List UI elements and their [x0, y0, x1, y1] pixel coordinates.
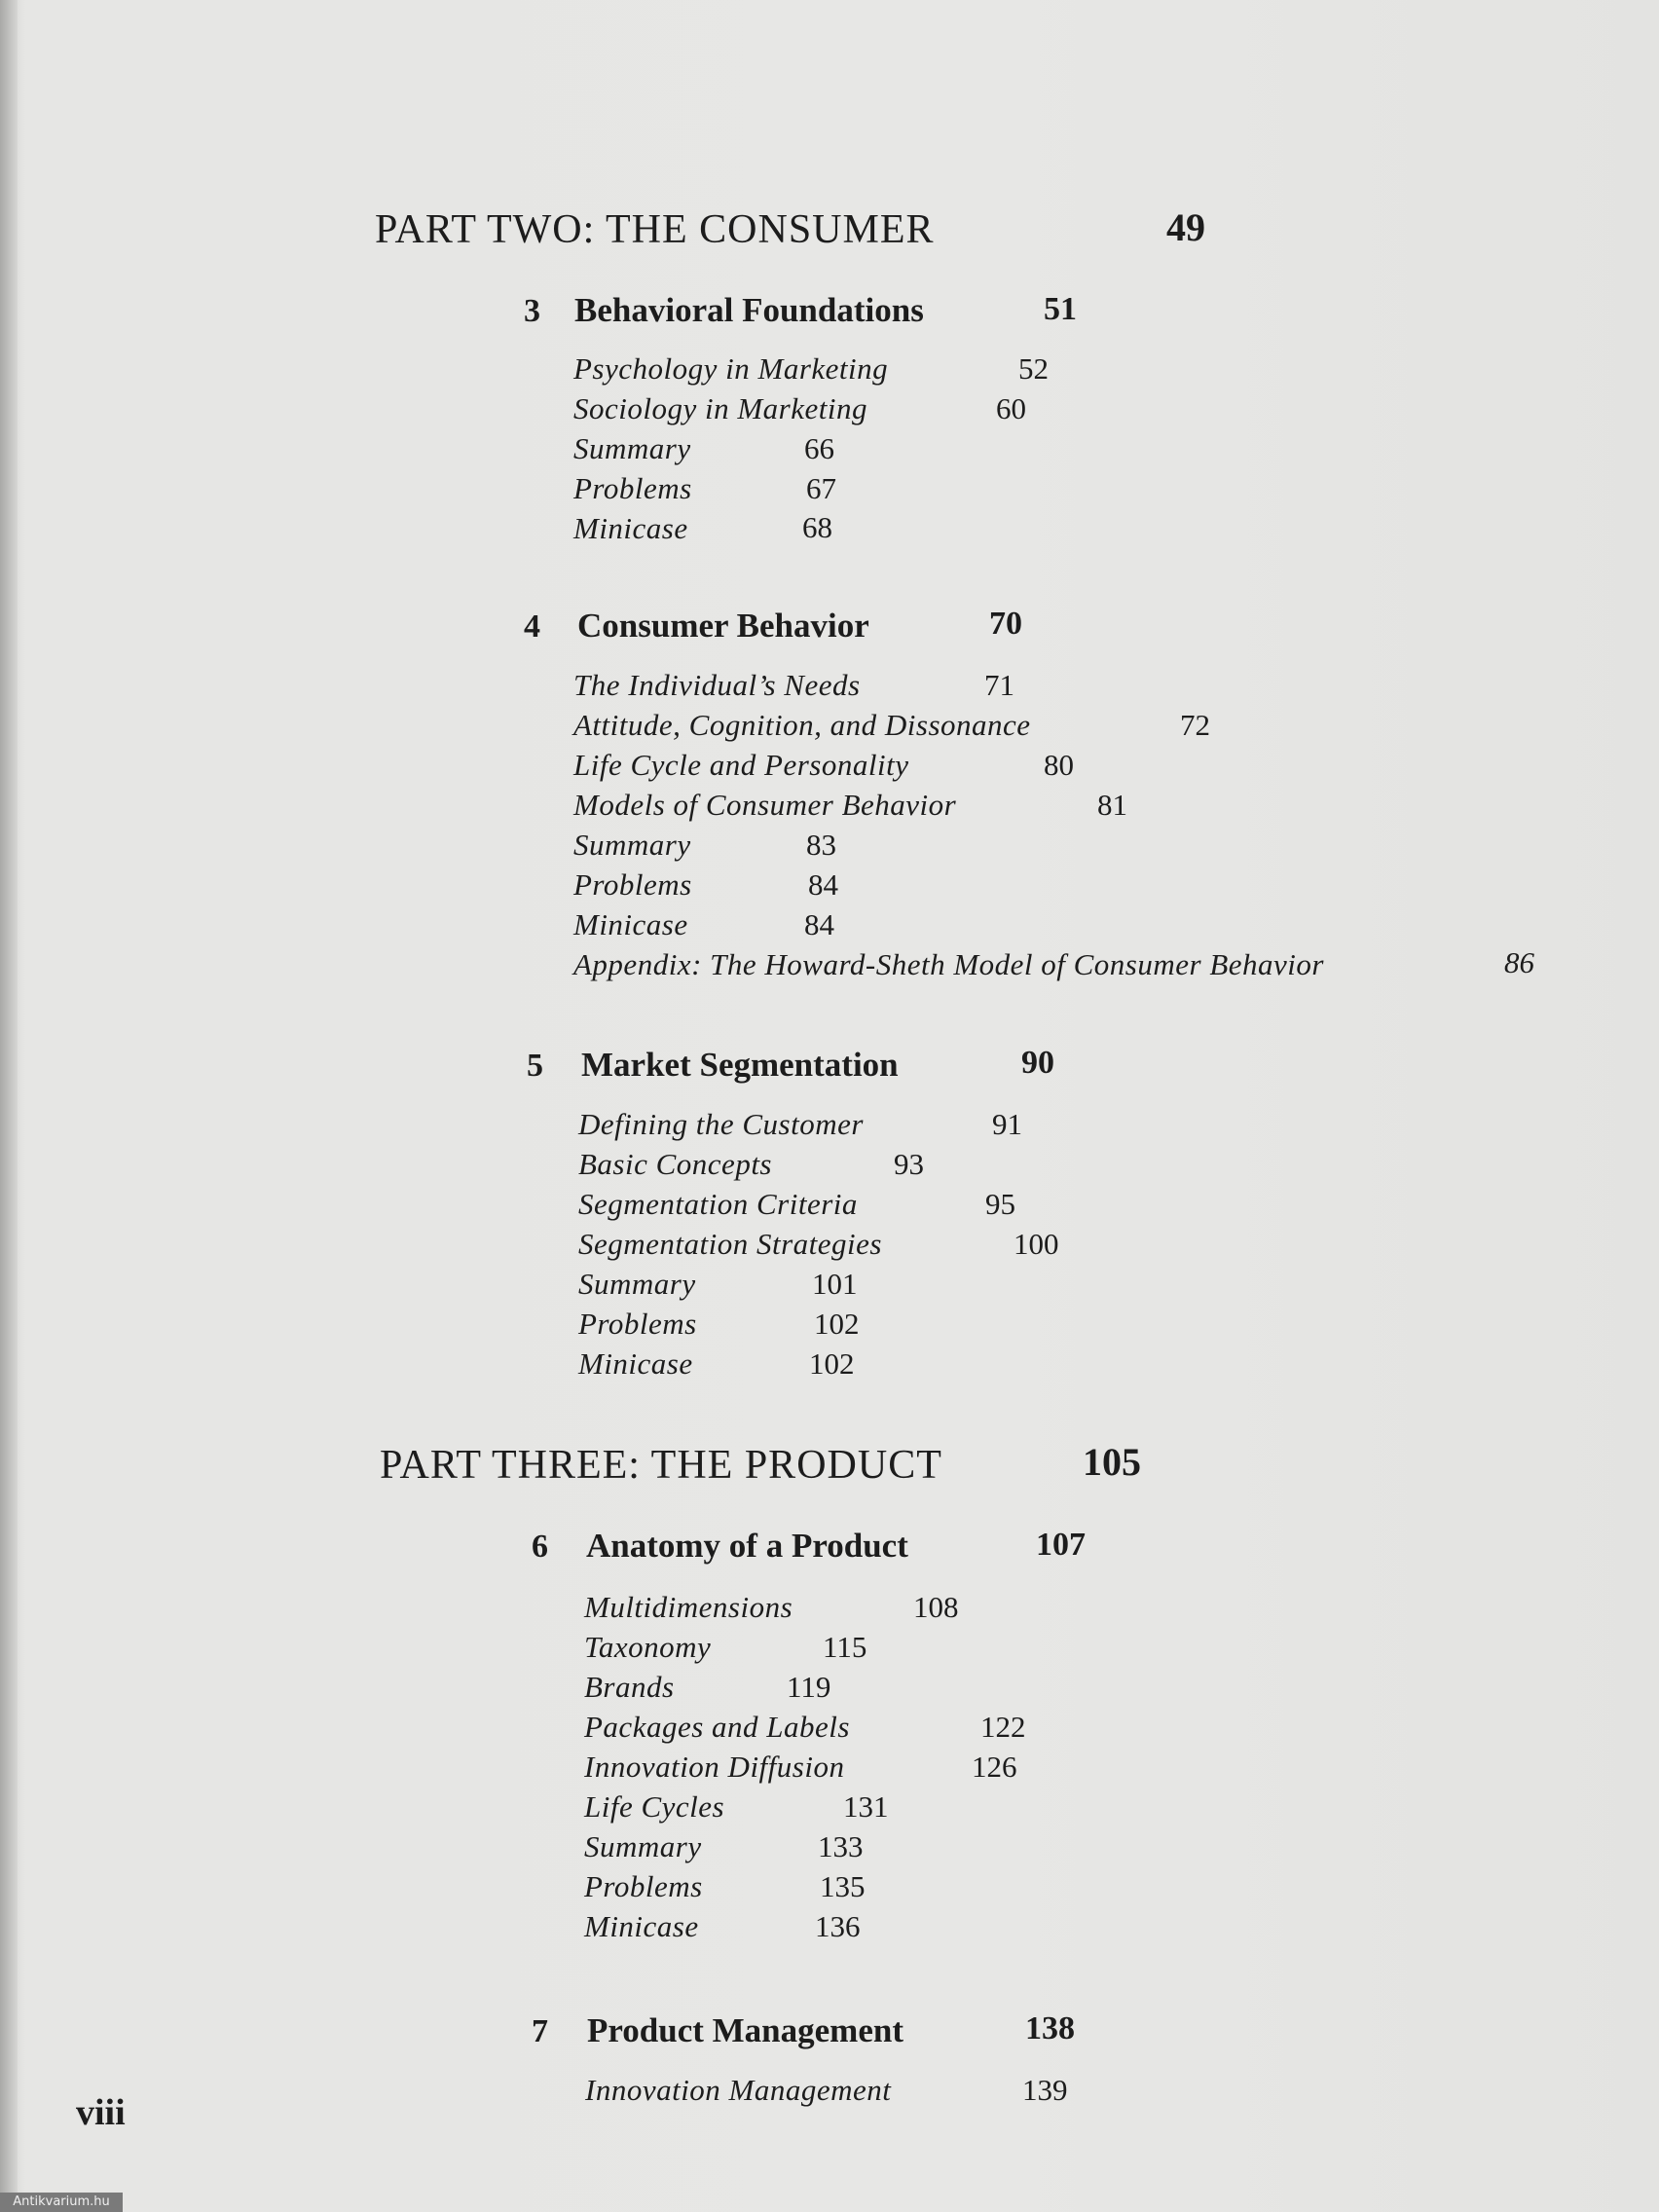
toc-item-page: 66	[804, 431, 834, 465]
toc-item-page: 119	[787, 1670, 831, 1704]
toc-item-page: 60	[996, 391, 1026, 425]
toc-item-page: 91	[992, 1107, 1022, 1141]
chapter-number: 4	[524, 608, 540, 645]
toc-item: Multidimensions	[584, 1590, 793, 1624]
toc-item: Basic Concepts	[578, 1147, 772, 1181]
toc-item: Summary	[573, 828, 691, 862]
toc-item-page: 102	[809, 1346, 855, 1381]
toc-item: Minicase	[573, 907, 688, 941]
toc-item-page: 52	[1018, 351, 1049, 386]
toc-item: Brands	[584, 1670, 675, 1704]
chapter-number: 6	[532, 1529, 548, 1565]
toc-item: Innovation Diffusion	[584, 1750, 845, 1784]
toc-item: Life Cycle and Personality	[573, 748, 909, 782]
toc-item-page: 81	[1097, 788, 1127, 822]
toc-item: Defining the Customer	[578, 1107, 864, 1141]
toc-item-page: 71	[984, 668, 1014, 702]
chapter-title: Product Management	[587, 2011, 903, 2049]
chapter-title: Consumer Behavior	[577, 607, 869, 645]
part-page-number: 105	[1083, 1440, 1141, 1484]
toc-item: Attitude, Cognition, and Dissonance	[573, 708, 1031, 742]
chapter-page-number: 70	[989, 606, 1022, 642]
chapter-title: Market Segmentation	[581, 1046, 899, 1084]
toc-item-page: 83	[806, 828, 836, 862]
chapter-title: Anatomy of a Product	[586, 1527, 908, 1565]
part-title: PART TWO: THE CONSUMER	[375, 207, 935, 252]
chapter-number: 7	[532, 2013, 548, 2049]
toc-item: Summary	[584, 1829, 702, 1863]
toc-item: Problems	[584, 1869, 703, 1903]
toc-item: Problems	[573, 471, 692, 505]
toc-item-page: 131	[843, 1789, 889, 1824]
watermark-label: Antikvarium.hu	[0, 2193, 123, 2212]
toc-item: Segmentation Strategies	[578, 1227, 882, 1261]
part-page-number: 49	[1166, 205, 1205, 249]
toc-item: Minicase	[584, 1909, 699, 1943]
toc-item-page: 102	[814, 1307, 860, 1341]
toc-item: Life Cycles	[584, 1789, 725, 1824]
toc-item-page: 136	[815, 1909, 861, 1943]
toc-item-page: 126	[972, 1750, 1017, 1784]
toc-item: Segmentation Criteria	[578, 1187, 858, 1221]
toc-item: Minicase	[578, 1346, 693, 1381]
chapter-number: 3	[524, 293, 540, 329]
toc-item: Models of Consumer Behavior	[573, 788, 957, 822]
toc-item-page: 67	[806, 471, 836, 505]
toc-item: Taxonomy	[584, 1630, 712, 1664]
chapter-page-number: 90	[1021, 1045, 1054, 1081]
toc-item-page: 108	[913, 1590, 959, 1624]
chapter-page-number: 51	[1044, 291, 1077, 327]
chapter-title: Behavioral Foundations	[574, 291, 924, 329]
toc-item-page: 135	[820, 1869, 866, 1903]
toc-item-page: 93	[894, 1147, 924, 1181]
toc-item-page: 115	[823, 1630, 867, 1664]
part-title: PART THREE: THE PRODUCT	[380, 1443, 942, 1488]
chapter-page-number: 107	[1036, 1527, 1086, 1563]
toc-item: Sociology in Marketing	[573, 391, 867, 425]
toc-item-page: 101	[812, 1267, 858, 1301]
toc-item: Innovation Management	[585, 2073, 892, 2107]
toc-item: Problems	[573, 867, 692, 902]
toc-item-page: 100	[1014, 1227, 1059, 1261]
chapter-number: 5	[527, 1048, 543, 1084]
toc-item-page: 72	[1180, 708, 1210, 742]
toc-item: Summary	[573, 431, 691, 465]
toc-item-page: 86	[1504, 945, 1534, 979]
page-spine-edge	[0, 0, 18, 2212]
toc-item: Minicase	[573, 511, 688, 545]
toc-item: Summary	[578, 1267, 696, 1301]
toc-item-page: 122	[980, 1710, 1026, 1744]
toc-item-page: 139	[1022, 2073, 1068, 2107]
chapter-page-number: 138	[1025, 2010, 1075, 2046]
toc-item: Appendix: The Howard-Sheth Model of Consumer Behavior	[573, 947, 1324, 981]
toc-item-page: 133	[818, 1829, 864, 1863]
toc-item-page: 95	[985, 1187, 1015, 1221]
toc-item: Packages and Labels	[584, 1710, 850, 1744]
toc-item-page: 84	[804, 907, 834, 941]
toc-item-page: 68	[802, 510, 832, 544]
toc-item: The Individual’s Needs	[573, 668, 861, 702]
toc-item: Psychology in Marketing	[573, 351, 889, 386]
page-folio: viii	[76, 2092, 126, 2133]
toc-item-page: 84	[808, 867, 838, 902]
toc-item: Problems	[578, 1307, 697, 1341]
toc-item-page: 80	[1044, 748, 1074, 782]
